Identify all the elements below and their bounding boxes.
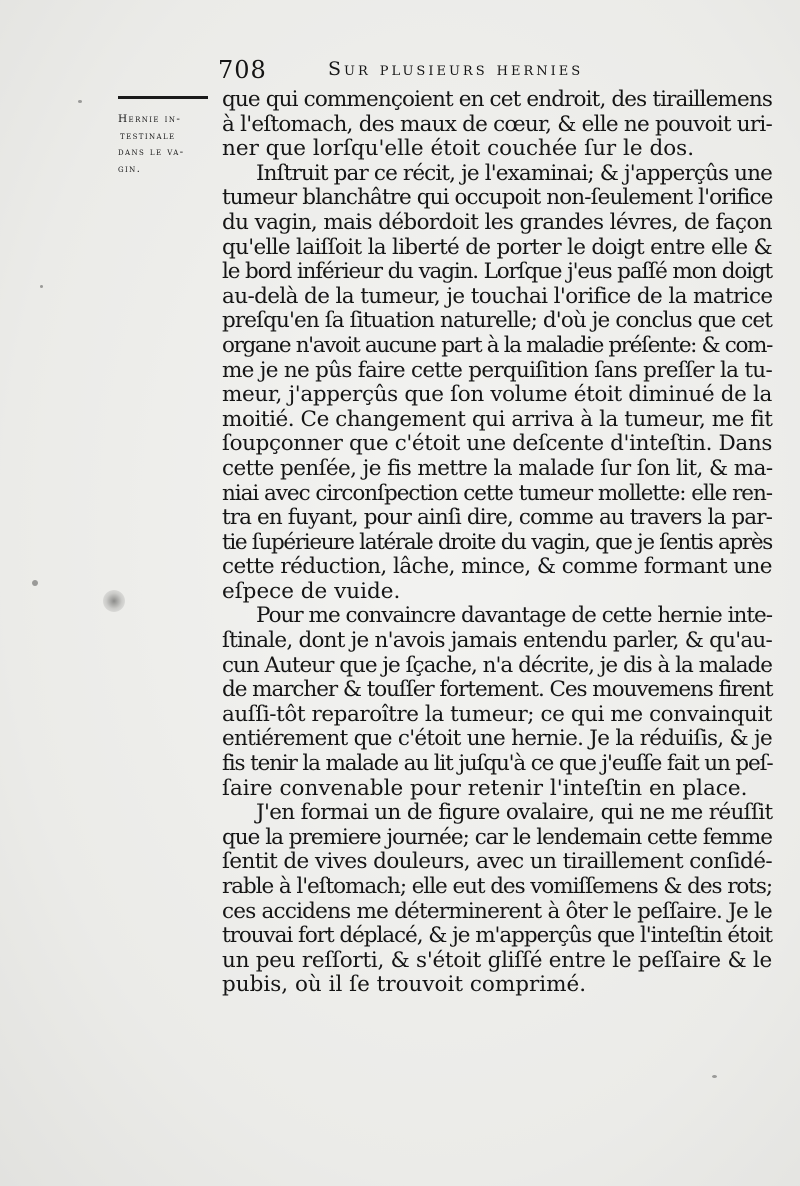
paper-speck: [40, 285, 43, 288]
text-line: entiérement que c'étoit une hernie. Je la réduiſis, & je: [222, 726, 772, 752]
ink-smudge: [103, 590, 125, 612]
text-line: organe n'avoit aucune part à la maladie préſente: & com-: [222, 332, 772, 358]
text-line: auſſi-tôt reparoître la tumeur; ce qui me convainquit: [222, 701, 772, 727]
text-line: trouvai fort déplacé, & je m'apperçûs que l'inteſtin étoit: [222, 923, 772, 949]
margin-note-line: testinale: [120, 129, 176, 142]
text-line: Pour me convaincre davantage de cette hernie inte-: [256, 603, 772, 629]
text-line: un peu reſſorti, & s'étoit gliſſé entre le peſſaire & le: [222, 947, 772, 973]
margin-rule: [118, 96, 208, 99]
text-line: niai avec circonſpection cette tumeur mollette: elle ren-: [222, 480, 772, 506]
text-line: rable à l'eſtomach; elle eut des vomiſſemens & des rots;: [222, 874, 772, 899]
margin-note-line: gin.: [118, 162, 142, 175]
text-line: me je ne pûs faire cette perquiſition ſans preſſer la tu-: [222, 357, 772, 383]
text-line: ſentit de vives douleurs, avec un tiraillement conſidé-: [222, 849, 772, 875]
text-line: de marcher & touſſer fortement. Ces mouvemens firent: [222, 677, 773, 703]
margin-note-line: dans le va-: [118, 146, 185, 158]
text-line: cette penſée, je fis mettre la malade ſur ſon lit, & ma-: [222, 455, 773, 481]
text-line: tie ſupérieure latérale droite du vagin, que je ſentis après: [222, 529, 772, 555]
text-line: J'en formai un de figure ovalaire, qui ne me réuſſit: [256, 800, 773, 826]
margin-note-line: Hernie in-: [118, 113, 182, 125]
text-line: preſqu'en ſa ſituation naturelle; d'où je conclus que cet: [222, 308, 772, 334]
text-line: du vagin, mais débordoit les grandes lévres, de façon: [222, 209, 772, 235]
text-line: à l'eſtomach, des maux de cœur, & elle ne pouvoit uri-: [222, 111, 772, 137]
text-line: tra en fuyant, pour ainſi dire, comme au travers la par-: [222, 505, 772, 531]
body-text: [222, 88, 772, 998]
margin-note: [118, 111, 218, 177]
text-line: qu'elle laiſſoit la liberté de porter le doigt entre elle &: [222, 234, 772, 260]
text-line: meur, j'apperçûs que ſon volume étoit diminué de la: [222, 382, 772, 408]
text-line: ſtinale, dont je n'avois jamais entendu parler, & qu'au-: [222, 628, 772, 654]
text-line: pubis, où il ſe trouvoit comprimé.: [222, 972, 587, 998]
text-line: que la premiere journée; car le lendemain cette femme: [222, 824, 772, 850]
paper-speck: [78, 100, 82, 103]
text-line: cette réduction, lâche, mince, & comme formant une: [222, 554, 772, 580]
text-line: ner que lorſqu'elle étoit couchée ſur le dos.: [222, 136, 695, 162]
text-line: ſoupçonner que c'étoit une deſcente d'inteſtin. Dans: [222, 431, 772, 457]
text-line: fis tenir la malade au lit juſqu'à ce que j'euſſe fait un peſ-: [222, 751, 773, 777]
page-number: 708: [218, 56, 267, 84]
text-line: ces accidens me déterminerent à ôter le peſſaire. Je le: [222, 898, 772, 924]
text-line: Inſtruit par ce récit, je l'examinai; & j'apperçûs une: [256, 160, 772, 186]
page-header: [218, 56, 763, 86]
paper-speck: [32, 580, 38, 586]
running-head: Sur plusieurs hernies: [328, 58, 584, 80]
paper-speck: [712, 1075, 717, 1078]
text-line: moitié. Ce changement qui arriva à la tumeur, me fit: [222, 406, 773, 432]
text-line: cun Auteur que je ſçache, n'a décrite, je dis à la malade: [222, 652, 772, 678]
text-line: tumeur blanchâtre qui occupoit non-ſeulement l'orifice: [222, 185, 773, 211]
text-line: le bord inférieur du vagin. Lorſque j'eus paſſé mon doigt: [222, 259, 772, 285]
text-line: au-delà de la tumeur, je touchai l'orifice de la matrice: [222, 283, 773, 309]
text-line: eſpece de vuide.: [222, 578, 401, 604]
text-line: que qui commençoient en cet endroit, des tiraillemens: [222, 87, 772, 112]
text-line: ſaire convenable pour retenir l'inteſtin en place.: [222, 775, 748, 801]
